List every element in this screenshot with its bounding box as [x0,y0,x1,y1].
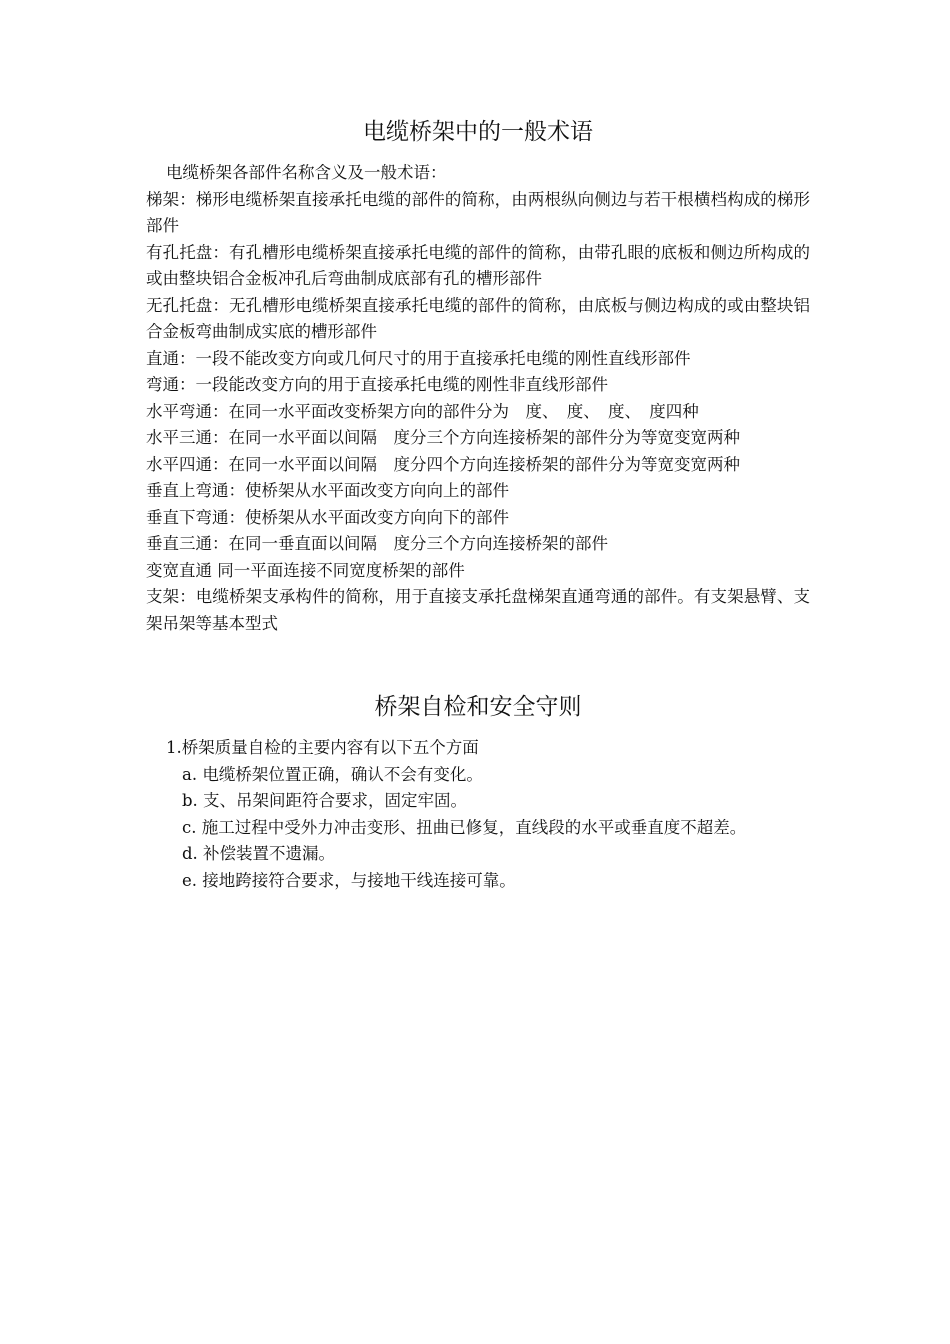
term-horizontal-cross: 水平四通：在同一水平面以间隔 度分四个方向连接桥架的部件分为等宽变宽两种 [146,454,740,474]
list-item: d. 补偿装置不遗漏。 [182,844,336,863]
document-page [146,112,810,894]
list-item: a. 电缆桥架位置正确，确认不会有变化。 [182,764,483,784]
term-straight: 直通：一段不能改变方向或几何尺寸的用于直接承托电缆的刚性直线形部件 [146,348,691,368]
list-item: c. 施工过程中受外力冲击变形、扭曲已修复，直线段的水平或垂直度不超差。 [182,817,747,837]
term-horizontal-tee: 水平三通：在同一水平面以间隔 度分三个方向连接桥架的部件分为等宽变宽两种 [146,428,740,447]
term-reducer: 变宽直通 同一平面连接不同宽度桥架的部件 [146,560,465,580]
list-item: b. 支、吊架间距符合要求，固定牢固。 [182,791,468,810]
self-check-section [146,735,810,894]
terms-section [146,160,810,637]
terms-intro: 电缆桥架各部件名称含义及一般术语： [166,163,447,182]
term-ladder: 梯架：梯形电缆桥架直接承托电缆的部件的简称，由两根纵向侧边与若干根横档构成的梯形部件 [146,189,810,235]
list-item: e. 接地跨接符合要求，与接地干线连接可靠。 [182,870,516,890]
term-vertical-down-bend: 垂直下弯通：使桥架从水平面改变方向向下的部件 [146,507,509,527]
term-perforated-tray: 有孔托盘：有孔槽形电缆桥架直接承托电缆的部件的简称，由带孔眼的底板和侧边所构成的或由整块铝合金板冲孔后弯曲制成底部有孔的槽形部件 [146,242,810,288]
term-support: 支架：电缆桥架支承构件的简称，用于直接支承托盘梯架直通弯通的部件。有支架悬臂、支架吊架等基本型式 [146,587,810,633]
section2-title: 桥架自检和安全守则 [374,694,582,720]
term-solid-tray: 无孔托盘：无孔槽形电缆桥架直接承托电缆的部件的简称，由底板与侧边构成的或由整块铝合金板弯曲制成实底的槽形部件 [146,295,810,341]
self-check-lead: 1.桥架质量自检的主要内容有以下五个方面 [166,738,479,757]
term-horizontal-bend: 水平弯通：在同一水平面改变桥架方向的部件分为 度、 度、 度、 度四种 [146,401,699,421]
term-vertical-up-bend: 垂直上弯通：使桥架从水平面改变方向向上的部件 [146,481,509,500]
section1-title: 电缆桥架中的一般术语 [363,119,593,145]
term-bend: 弯通：一段能改变方向的用于直接承托电缆的刚性非直线形部件 [146,375,608,394]
term-vertical-tee: 垂直三通：在同一垂直面以间隔 度分三个方向连接桥架的部件 [146,534,608,553]
